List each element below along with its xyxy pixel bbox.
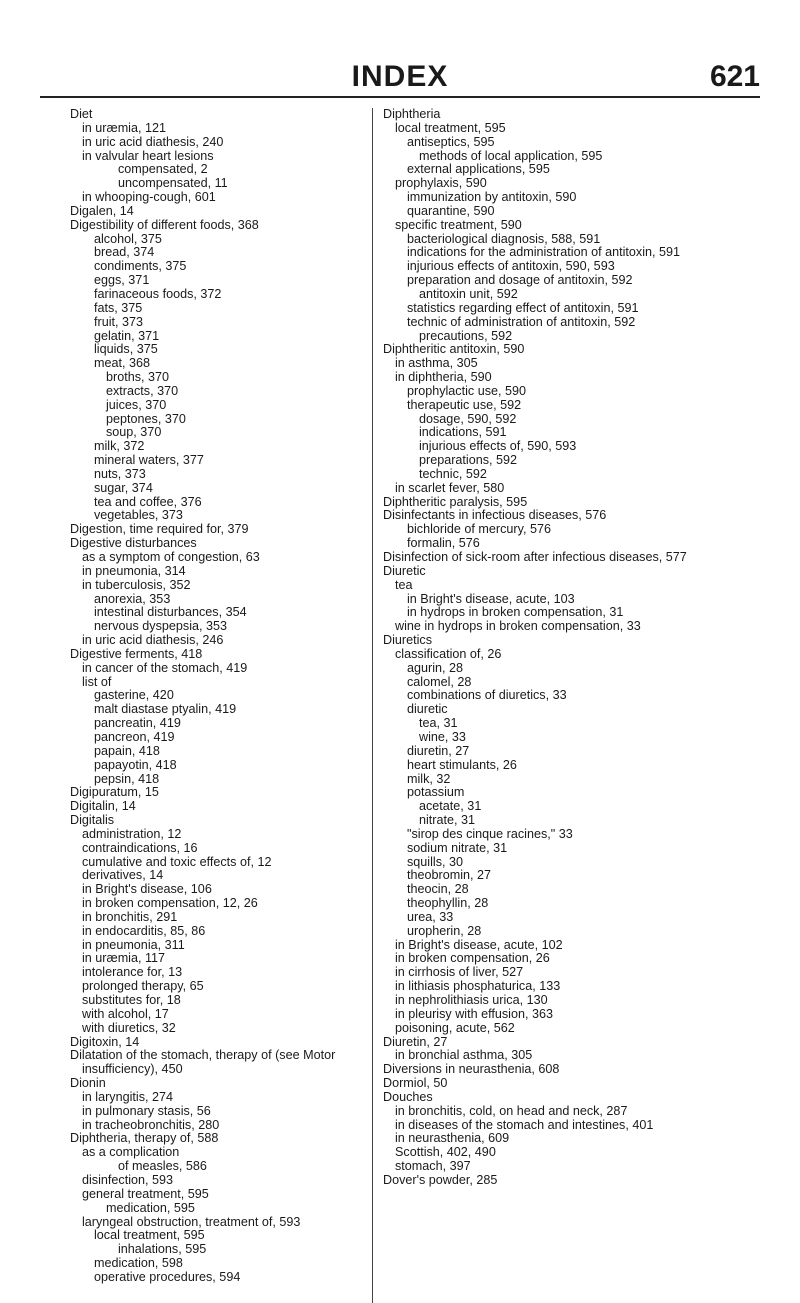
index-entry: list of: [82, 674, 112, 689]
index-entry: medication, 595: [106, 1200, 195, 1215]
index-entry: precautions, 592: [419, 328, 513, 343]
index-entry: medication, 598: [94, 1256, 183, 1271]
index-entry: pepsin, 418: [94, 771, 160, 786]
index-entry: Dionin: [70, 1076, 106, 1091]
index-entry: Digitalin, 14: [70, 799, 136, 814]
index-entry: mineral waters, 377: [94, 453, 204, 468]
index-entry: uropherin, 28: [407, 923, 482, 938]
index-entry: in neurasthenia, 609: [395, 1131, 510, 1146]
index-entry: farinaceous foods, 372: [94, 286, 222, 301]
index-entry: theophyllin, 28: [407, 896, 489, 911]
index-entry: general treatment, 595: [82, 1186, 209, 1201]
index-entry: injurious effects of, 590, 593: [419, 439, 577, 454]
index-entry: theocin, 28: [407, 882, 469, 897]
index-entry: statistics regarding effect of antitoxin, 591: [407, 300, 639, 315]
index-entry: disinfection, 593: [82, 1172, 174, 1187]
index-entry: indications, 591: [419, 425, 507, 440]
index-entry: in lithiasis phosphaturica, 133: [395, 979, 561, 994]
index-entry: extracts, 370: [106, 383, 179, 398]
index-entry: Digestive disturbances: [70, 536, 197, 551]
index-entry: in uric acid diathesis, 240: [82, 134, 224, 149]
index-entry: Dover's powder, 285: [383, 1172, 498, 1187]
index-entry: acetate, 31: [419, 799, 482, 814]
index-entry: compensated, 2: [118, 162, 208, 177]
index-entry: calomel, 28: [407, 674, 472, 689]
index-entry: in uræmia, 117: [82, 951, 166, 966]
index-entry: in pleurisy with effusion, 363: [395, 1006, 553, 1021]
index-entry: in pulmonary stasis, 56: [82, 1103, 211, 1118]
index-entry: laryngeal obstruction, treatment of, 593: [82, 1214, 301, 1229]
index-entry: antiseptics, 595: [407, 134, 495, 149]
index-entry: Diphtheria: [383, 107, 441, 121]
index-entry: immunization by antitoxin, 590: [407, 190, 577, 205]
index-entry: in whooping-cough, 601: [82, 190, 216, 205]
index-entry: Digitalis: [70, 813, 115, 828]
index-entry: Douches: [383, 1089, 433, 1104]
index-entry: agurin, 28: [407, 660, 464, 675]
index-entry: gelatin, 371: [94, 328, 160, 343]
index-entry: condiments, 375: [94, 259, 187, 274]
page-title: INDEX: [351, 60, 449, 93]
index-entry: in nephrolithiasis urica, 130: [395, 993, 548, 1007]
index-entry: in pneumonia, 314: [82, 563, 186, 578]
index-entry: inhalations, 595: [118, 1242, 207, 1257]
index-entry: sodium nitrate, 31: [407, 840, 508, 855]
index-entry: dosage, 590, 592: [419, 411, 517, 426]
index-entry: of measles, 586: [118, 1159, 207, 1174]
index-entry: in Bright's disease, 106: [82, 882, 212, 897]
index-entry: eggs, 371: [94, 273, 150, 288]
index-entry: technic, 592: [419, 466, 487, 481]
index-entry: Dilatation of the stomach, therapy of (see Motor insufficiency), 450: [70, 1048, 336, 1077]
index-entry: substitutes for, 18: [82, 993, 181, 1007]
index-entry: bichloride of mercury, 576: [407, 522, 551, 537]
index-entry: diuretin, 27: [407, 743, 470, 758]
index-entry: in Bright's disease, acute, 102: [395, 937, 563, 952]
index-entry: in valvular heart lesions: [82, 148, 214, 163]
index-entry: prolonged therapy, 65: [82, 979, 204, 994]
index-entry: Digipuratum, 15: [70, 785, 159, 800]
index-entry: in bronchial asthma, 305: [395, 1048, 533, 1063]
index-entry: in diphtheria, 590: [395, 370, 492, 385]
index-entry: bacteriological diagnosis, 588, 591: [407, 231, 601, 246]
index-entry: derivatives, 14: [82, 868, 164, 883]
index-entry: Digalen, 14: [70, 203, 134, 218]
index-entry: in cirrhosis of liver, 527: [395, 965, 524, 980]
index-entry: local treatment, 595: [94, 1228, 205, 1243]
index-entry: meat, 368: [94, 356, 151, 371]
index-entry: combinations of diuretics, 33: [407, 688, 567, 703]
index-entry: in asthma, 305: [395, 356, 478, 371]
index-entry: vegetables, 373: [94, 508, 183, 523]
index-entry: nitrate, 31: [419, 813, 476, 828]
index-column-left: [70, 108, 370, 1285]
index-entry: in scarlet fever, 580: [395, 480, 505, 495]
index-entry: urea, 33: [407, 909, 454, 924]
index-entry: Digestion, time required for, 379: [70, 522, 249, 537]
index-entry: in diseases of the stomach and intestines, 401: [395, 1117, 654, 1132]
index-entry: preparations, 592: [419, 453, 518, 468]
index-entry: with alcohol, 17: [82, 1006, 169, 1021]
index-entry: therapeutic use, 592: [407, 397, 522, 412]
index-entry: juices, 370: [106, 397, 167, 412]
index-entry: diuretic: [407, 702, 448, 717]
index-entry: intestinal disturbances, 354: [94, 605, 247, 620]
index-entry: tea, 31: [419, 716, 458, 731]
index-entry: contraindications, 16: [82, 840, 198, 855]
index-entry: Diuretics: [383, 633, 432, 648]
page-header: [40, 52, 760, 98]
index-entry: in uræmia, 121: [82, 120, 166, 135]
index-entry: preparation and dosage of antitoxin, 592: [407, 273, 633, 288]
index-entry: with diuretics, 32: [82, 1020, 176, 1035]
index-entry: Diuretin, 27: [383, 1034, 448, 1049]
index-entry: operative procedures, 594: [94, 1269, 241, 1284]
page-number: 621: [709, 60, 760, 93]
index-entry: tea and coffee, 376: [94, 494, 202, 509]
index-entry: antitoxin unit, 592: [419, 286, 518, 301]
index-entry: Diuretic: [383, 563, 426, 578]
index-entry: quarantine, 590: [407, 203, 495, 218]
index-entry: injurious effects of antitoxin, 590, 593: [407, 259, 615, 274]
index-entry: in broken compensation, 26: [395, 951, 550, 966]
index-entry: Digestive ferments, 418: [70, 646, 203, 661]
index-entry: tea: [395, 577, 413, 592]
index-entry: pancreatin, 419: [94, 716, 181, 731]
index-entry: administration, 12: [82, 826, 182, 841]
index-column-right: [383, 108, 729, 1188]
index-entry: Diphtheritic antitoxin, 590: [383, 342, 525, 357]
index-entry: Dormiol, 50: [383, 1076, 448, 1091]
index-entry: in pneumonia, 311: [82, 937, 185, 952]
index-entry: in endocarditis, 85, 86: [82, 923, 206, 938]
index-entry: prophylaxis, 590: [395, 176, 487, 191]
index-entry: nervous dyspepsia, 353: [94, 619, 228, 634]
header-rule: [40, 96, 760, 98]
index-entry: nuts, 373: [94, 466, 146, 481]
index-entry: gasterine, 420: [94, 688, 174, 703]
index-entry: in uric acid diathesis, 246: [82, 633, 224, 648]
index-entry: Diphtheria, therapy of, 588: [70, 1131, 219, 1146]
index-entry: in bronchitis, 291: [82, 909, 178, 924]
index-entry: wine, 33: [419, 729, 466, 744]
index-entry: as a complication: [82, 1145, 180, 1160]
index-entry: Diet: [70, 107, 93, 121]
index-entry: intolerance for, 13: [82, 965, 183, 980]
index-entry: heart stimulants, 26: [407, 757, 517, 772]
index-entry: Digitoxin, 14: [70, 1034, 140, 1049]
index-entry: stomach, 397: [395, 1159, 471, 1174]
index-entry: Digestibility of different foods, 368: [70, 217, 259, 232]
index-entry: in tuberculosis, 352: [82, 577, 191, 592]
index-entry: indications for the administration of antitoxin, 591: [407, 245, 681, 260]
index-entry: local treatment, 595: [395, 120, 506, 135]
index-entry: in tracheobronchitis, 280: [82, 1117, 220, 1132]
index-entry: papayotin, 418: [94, 757, 177, 772]
index-entry: alcohol, 375: [94, 231, 162, 246]
index-entry: Diversions in neurasthenia, 608: [383, 1062, 560, 1077]
index-entry: Disinfectants in infectious diseases, 576: [383, 508, 607, 523]
index-entry: milk, 32: [407, 771, 451, 786]
index-entry: Disinfection of sick-room after infectious diseases, 577: [383, 550, 687, 564]
index-entry: cumulative and toxic effects of, 12: [82, 854, 272, 869]
index-entry: external applications, 595: [407, 162, 550, 177]
index-entry: formalin, 576: [407, 536, 480, 551]
index-entry: broths, 370: [106, 370, 170, 385]
index-entry: Scottish, 402, 490: [395, 1145, 496, 1160]
index-entry: milk, 372: [94, 439, 145, 454]
index-entry: pancreon, 419: [94, 729, 175, 744]
column-divider: [372, 108, 373, 1303]
index-entry: peptones, 370: [106, 411, 186, 426]
index-entry: fruit, 373: [94, 314, 144, 329]
index-entry: bread, 374: [94, 245, 155, 260]
index-entry: uncompensated, 11: [118, 176, 228, 191]
index-entry: Diphtheritic paralysis, 595: [383, 494, 528, 509]
index-entry: soup, 370: [106, 425, 162, 440]
index-entry: "sirop des cinque racines," 33: [407, 826, 573, 841]
index-entry: in hydrops in broken compensation, 31: [407, 605, 624, 620]
index-entry: anorexia, 353: [94, 591, 171, 606]
index-entry: papain, 418: [94, 743, 160, 758]
index-entry: fats, 375: [94, 300, 143, 315]
index-entry: classification of, 26: [395, 646, 502, 661]
index-entry: liquids, 375: [94, 342, 158, 357]
index-entry: poisoning, acute, 562: [395, 1020, 515, 1035]
index-entry: in cancer of the stomach, 419: [82, 660, 248, 675]
index-entry: as a symptom of congestion, 63: [82, 550, 260, 564]
index-entry: wine in hydrops in broken compensation, 33: [395, 619, 641, 634]
index-entry: sugar, 374: [94, 480, 153, 495]
index-entry: specific treatment, 590: [395, 217, 522, 232]
index-entry: potassium: [407, 785, 465, 800]
index-entry: theobromin, 27: [407, 868, 492, 883]
index-entry: squills, 30: [407, 854, 464, 869]
index-entry: malt diastase ptyalin, 419: [94, 702, 237, 717]
index-entry: in Bright's disease, acute, 103: [407, 591, 575, 606]
index-entry: prophylactic use, 590: [407, 383, 527, 398]
index-entry: technic of administration of antitoxin, 592: [407, 314, 636, 329]
index-entry: methods of local application, 595: [419, 148, 603, 163]
index-entry: in laryngitis, 274: [82, 1089, 174, 1104]
index-entry: in broken compensation, 12, 26: [82, 896, 258, 911]
index-entry: in bronchitis, cold, on head and neck, 287: [395, 1103, 628, 1118]
